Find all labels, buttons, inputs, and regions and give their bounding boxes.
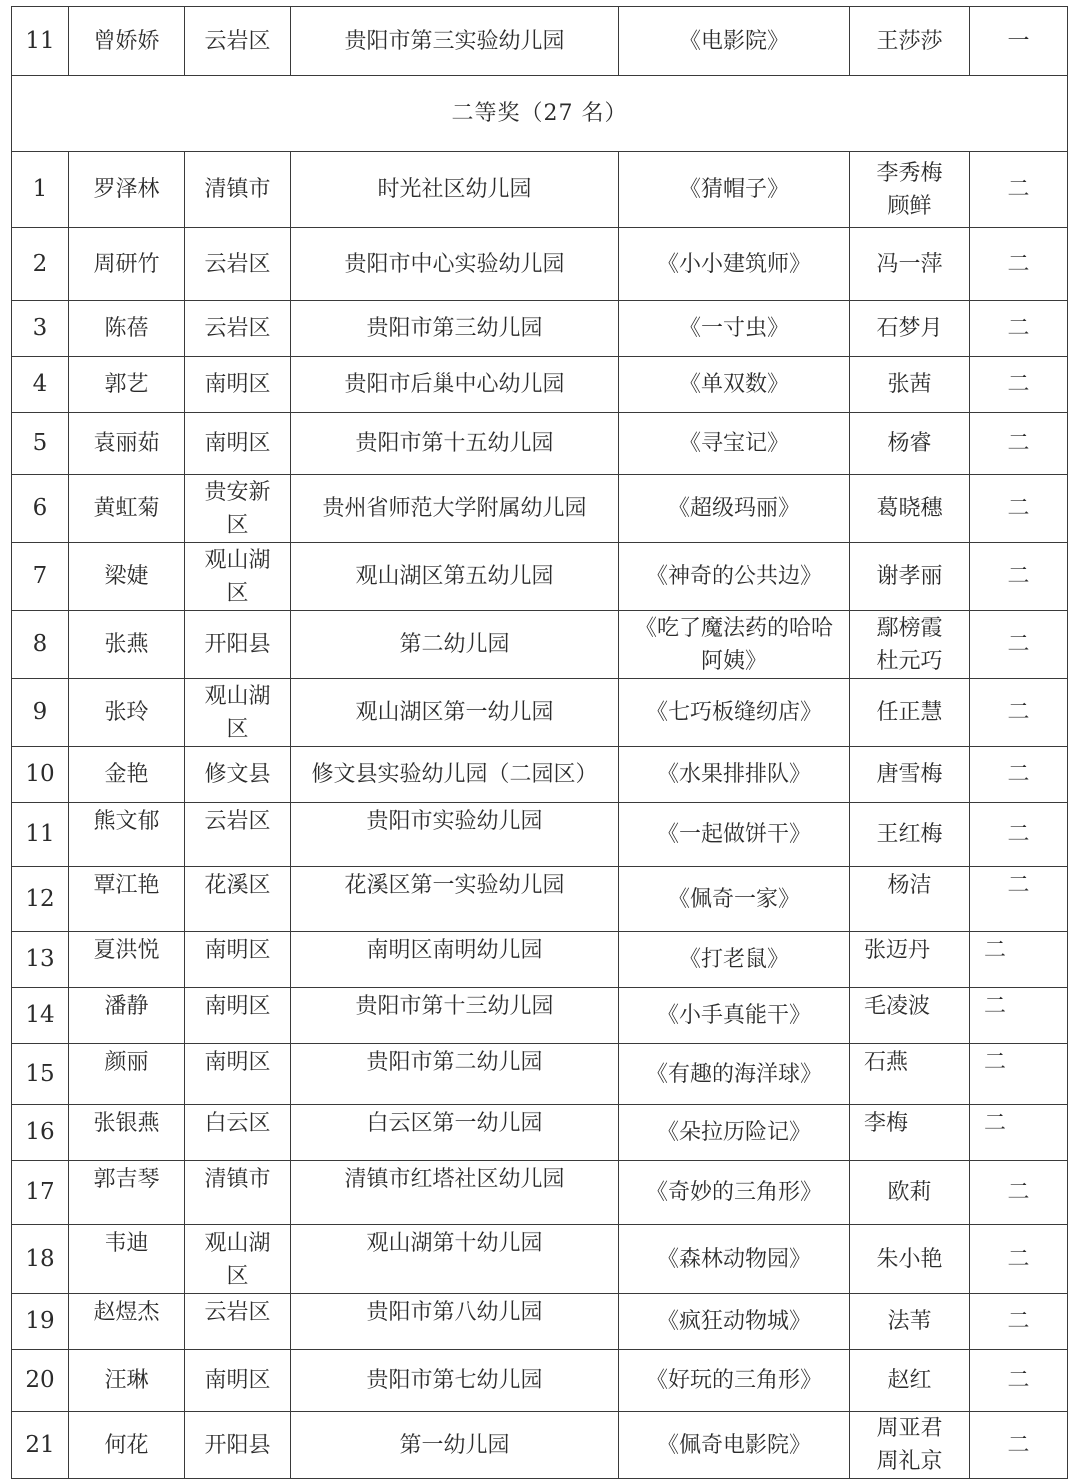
- cell-no: 2: [12, 228, 69, 301]
- cell-level: 二: [970, 932, 1068, 988]
- cell-name: 罗泽林: [69, 152, 185, 228]
- cell-level: 二: [970, 1350, 1068, 1412]
- cell-no: 4: [12, 357, 69, 413]
- table-row: [12, 301, 1068, 357]
- cell-school: 贵州省师范大学附属幼儿园: [291, 475, 619, 543]
- cell-no: 7: [12, 543, 69, 611]
- cell-level: 二: [970, 475, 1068, 543]
- cell-no: 12: [12, 867, 69, 932]
- table-row: [12, 747, 1068, 803]
- cell-name: 夏洪悦: [69, 932, 185, 988]
- cell-school: 第一幼儿园: [291, 1412, 619, 1479]
- cell-level: 二: [970, 1105, 1068, 1161]
- cell-level: 二: [970, 611, 1068, 679]
- cell-school: 观山湖区第一幼儿园: [291, 679, 619, 747]
- cell-district: 观山湖 区: [185, 1225, 291, 1294]
- table-row: [12, 867, 1068, 932]
- cell-no: 6: [12, 475, 69, 543]
- cell-teacher: 欧莉: [850, 1161, 970, 1225]
- award-table: [11, 6, 1068, 1479]
- cell-title: 《一起做饼干》: [619, 803, 850, 867]
- table-row: [12, 543, 1068, 611]
- cell-no: 15: [12, 1044, 69, 1105]
- table-row: [12, 932, 1068, 988]
- section-row: [12, 76, 1068, 152]
- cell-level: 二: [970, 228, 1068, 301]
- cell-no: 11: [12, 7, 69, 76]
- cell-name: 周研竹: [69, 228, 185, 301]
- cell-district: 南明区: [185, 988, 291, 1044]
- cell-teacher: 石燕: [850, 1044, 970, 1105]
- cell-district: 清镇市: [185, 1161, 291, 1225]
- cell-title: 《疯狂动物城》: [619, 1294, 850, 1350]
- cell-district: 开阳县: [185, 611, 291, 679]
- cell-title: 《电影院》: [619, 7, 850, 76]
- cell-district: 云岩区: [185, 1294, 291, 1350]
- cell-name: 郭吉琴: [69, 1161, 185, 1225]
- cell-title: 《七巧板缝纫店》: [619, 679, 850, 747]
- cell-title: 《朵拉历险记》: [619, 1105, 850, 1161]
- cell-teacher: 李秀梅 顾鲜: [850, 152, 970, 228]
- cell-no: 19: [12, 1294, 69, 1350]
- cell-level: 二: [970, 803, 1068, 867]
- cell-title: 《佩奇电影院》: [619, 1412, 850, 1479]
- cell-teacher: 杨睿: [850, 413, 970, 475]
- cell-school: 贵阳市第三实验幼儿园: [291, 7, 619, 76]
- cell-teacher: 鄢榜霞 杜元巧: [850, 611, 970, 679]
- cell-title: 《佩奇一家》: [619, 867, 850, 932]
- table-row: [12, 228, 1068, 301]
- cell-teacher: 张迈丹: [850, 932, 970, 988]
- table-row: [12, 1225, 1068, 1294]
- cell-school: 时光社区幼儿园: [291, 152, 619, 228]
- table-row: [12, 152, 1068, 228]
- cell-district: 修文县: [185, 747, 291, 803]
- cell-level: 二: [970, 1225, 1068, 1294]
- cell-title: 《超级玛丽》: [619, 475, 850, 543]
- table-row: [12, 413, 1068, 475]
- table-row: [12, 803, 1068, 867]
- table-row: [12, 1105, 1068, 1161]
- cell-school: 修文县实验幼儿园（二园区）: [291, 747, 619, 803]
- cell-school: 贵阳市第十五幼儿园: [291, 413, 619, 475]
- cell-teacher: 谢孝丽: [850, 543, 970, 611]
- cell-district: 清镇市: [185, 152, 291, 228]
- cell-school: 贵阳市第十三幼儿园: [291, 988, 619, 1044]
- table-row: [12, 7, 1068, 76]
- cell-name: 何花: [69, 1412, 185, 1479]
- cell-name: 郭艺: [69, 357, 185, 413]
- cell-teacher: 石梦月: [850, 301, 970, 357]
- cell-name: 汪琳: [69, 1350, 185, 1412]
- cell-title: 《小小建筑师》: [619, 228, 850, 301]
- cell-district: 观山湖 区: [185, 679, 291, 747]
- cell-name: 曾娇娇: [69, 7, 185, 76]
- cell-school: 清镇市红塔社区幼儿园: [291, 1161, 619, 1225]
- cell-name: 袁丽茹: [69, 413, 185, 475]
- cell-no: 1: [12, 152, 69, 228]
- cell-title: 《森林动物园》: [619, 1225, 850, 1294]
- table-row: [12, 357, 1068, 413]
- cell-name: 张玲: [69, 679, 185, 747]
- cell-no: 21: [12, 1412, 69, 1479]
- cell-school: 花溪区第一实验幼儿园: [291, 867, 619, 932]
- cell-school: 观山湖第十幼儿园: [291, 1225, 619, 1294]
- cell-level: 一: [970, 7, 1068, 76]
- cell-teacher: 李梅: [850, 1105, 970, 1161]
- cell-school: 贵阳市第三幼儿园: [291, 301, 619, 357]
- section-header: 二等奖（27 名）: [12, 76, 1068, 152]
- cell-teacher: 王红梅: [850, 803, 970, 867]
- cell-school: 贵阳市实验幼儿园: [291, 803, 619, 867]
- cell-school: 贵阳市第八幼儿园: [291, 1294, 619, 1350]
- cell-level: 二: [970, 543, 1068, 611]
- cell-district: 南明区: [185, 1044, 291, 1105]
- cell-no: 14: [12, 988, 69, 1044]
- cell-teacher: 王莎莎: [850, 7, 970, 76]
- cell-name: 陈蓓: [69, 301, 185, 357]
- table-row: [12, 611, 1068, 679]
- cell-district: 南明区: [185, 1350, 291, 1412]
- cell-no: 8: [12, 611, 69, 679]
- cell-teacher: 周亚君 周礼京: [850, 1412, 970, 1479]
- cell-no: 10: [12, 747, 69, 803]
- table-row: [12, 1350, 1068, 1412]
- cell-district: 白云区: [185, 1105, 291, 1161]
- cell-no: 20: [12, 1350, 69, 1412]
- cell-school: 白云区第一幼儿园: [291, 1105, 619, 1161]
- cell-title: 《神奇的公共边》: [619, 543, 850, 611]
- cell-district: 开阳县: [185, 1412, 291, 1479]
- cell-level: 二: [970, 747, 1068, 803]
- cell-name: 黄虹菊: [69, 475, 185, 543]
- cell-title: 《有趣的海洋球》: [619, 1044, 850, 1105]
- cell-district: 观山湖 区: [185, 543, 291, 611]
- cell-name: 覃江艳: [69, 867, 185, 932]
- cell-title: 《一寸虫》: [619, 301, 850, 357]
- cell-teacher: 杨洁: [850, 867, 970, 932]
- cell-teacher: 赵红: [850, 1350, 970, 1412]
- cell-name: 金艳: [69, 747, 185, 803]
- table-row: [12, 1294, 1068, 1350]
- cell-district: 云岩区: [185, 301, 291, 357]
- cell-name: 张银燕: [69, 1105, 185, 1161]
- cell-no: 5: [12, 413, 69, 475]
- cell-title: 《水果排排队》: [619, 747, 850, 803]
- cell-teacher: 毛凌波: [850, 988, 970, 1044]
- cell-level: 二: [970, 357, 1068, 413]
- cell-school: 第二幼儿园: [291, 611, 619, 679]
- cell-no: 3: [12, 301, 69, 357]
- cell-name: 韦迪: [69, 1225, 185, 1294]
- cell-district: 云岩区: [185, 7, 291, 76]
- cell-no: 13: [12, 932, 69, 988]
- cell-name: 赵煜杰: [69, 1294, 185, 1350]
- cell-district: 云岩区: [185, 228, 291, 301]
- cell-title: 《好玩的三角形》: [619, 1350, 850, 1412]
- cell-no: 16: [12, 1105, 69, 1161]
- cell-title: 《吃了魔法药的哈哈 阿姨》: [619, 611, 850, 679]
- cell-teacher: 葛晓穗: [850, 475, 970, 543]
- cell-name: 熊文郁: [69, 803, 185, 867]
- cell-school: 贵阳市第二幼儿园: [291, 1044, 619, 1105]
- cell-teacher: 张茜: [850, 357, 970, 413]
- table-row: [12, 1044, 1068, 1105]
- table-row: [12, 988, 1068, 1044]
- cell-school: 贵阳市中心实验幼儿园: [291, 228, 619, 301]
- cell-district: 南明区: [185, 932, 291, 988]
- cell-district: 花溪区: [185, 867, 291, 932]
- cell-teacher: 冯一萍: [850, 228, 970, 301]
- table-row: [12, 679, 1068, 747]
- cell-level: 二: [970, 1412, 1068, 1479]
- cell-level: 二: [970, 1161, 1068, 1225]
- cell-level: 二: [970, 988, 1068, 1044]
- cell-name: 潘静: [69, 988, 185, 1044]
- table-row: [12, 1161, 1068, 1225]
- cell-title: 《奇妙的三角形》: [619, 1161, 850, 1225]
- cell-name: 张燕: [69, 611, 185, 679]
- table-row: [12, 1412, 1068, 1479]
- cell-district: 南明区: [185, 357, 291, 413]
- cell-district: 云岩区: [185, 803, 291, 867]
- cell-no: 18: [12, 1225, 69, 1294]
- cell-title: 《打老鼠》: [619, 932, 850, 988]
- cell-title: 《寻宝记》: [619, 413, 850, 475]
- cell-no: 9: [12, 679, 69, 747]
- cell-teacher: 朱小艳: [850, 1225, 970, 1294]
- cell-level: 二: [970, 867, 1068, 932]
- cell-school: 南明区南明幼儿园: [291, 932, 619, 988]
- cell-no: 17: [12, 1161, 69, 1225]
- cell-teacher: 法苇: [850, 1294, 970, 1350]
- cell-title: 《单双数》: [619, 357, 850, 413]
- cell-level: 二: [970, 679, 1068, 747]
- cell-school: 观山湖区第五幼儿园: [291, 543, 619, 611]
- cell-level: 二: [970, 1294, 1068, 1350]
- cell-teacher: 任正慧: [850, 679, 970, 747]
- cell-name: 梁婕: [69, 543, 185, 611]
- cell-school: 贵阳市第七幼儿园: [291, 1350, 619, 1412]
- cell-name: 颜丽: [69, 1044, 185, 1105]
- cell-level: 二: [970, 1044, 1068, 1105]
- cell-level: 二: [970, 152, 1068, 228]
- cell-title: 《小手真能干》: [619, 988, 850, 1044]
- cell-district: 南明区: [185, 413, 291, 475]
- cell-no: 11: [12, 803, 69, 867]
- cell-level: 二: [970, 413, 1068, 475]
- cell-level: 二: [970, 301, 1068, 357]
- cell-teacher: 唐雪梅: [850, 747, 970, 803]
- cell-district: 贵安新 区: [185, 475, 291, 543]
- cell-school: 贵阳市后巢中心幼儿园: [291, 357, 619, 413]
- cell-title: 《猜帽子》: [619, 152, 850, 228]
- table-row: [12, 475, 1068, 543]
